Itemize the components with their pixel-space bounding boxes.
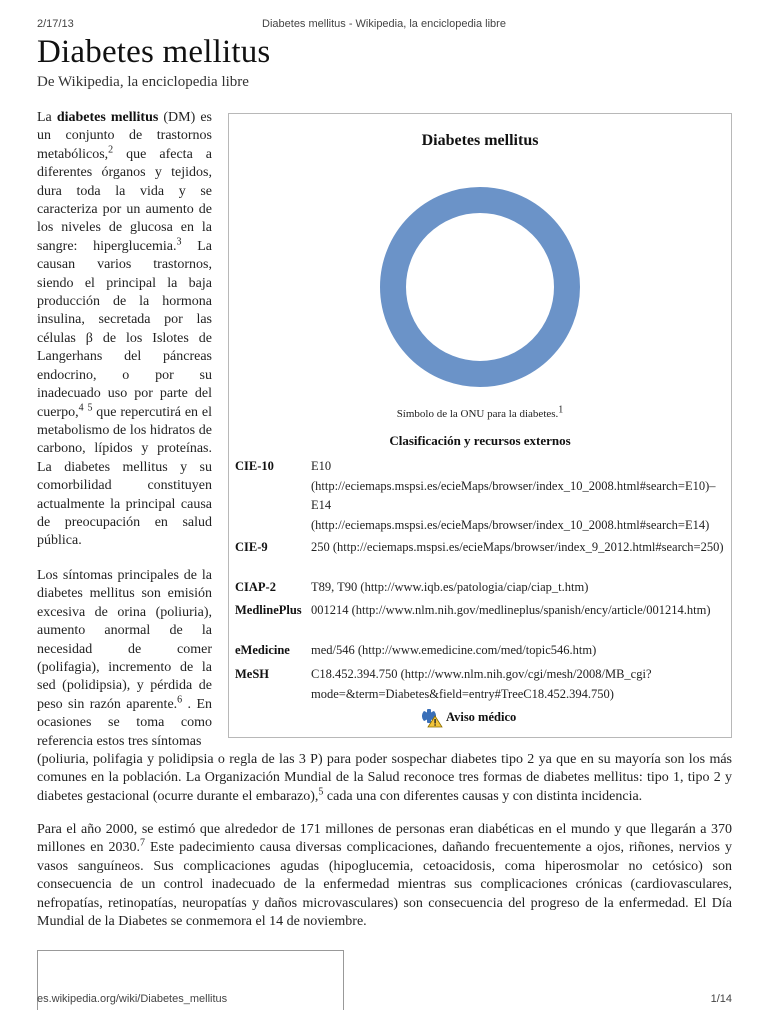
print-url: es.wikipedia.org/wiki/Diabetes_mellitus: [37, 993, 228, 1005]
blue-circle-diabetes-symbol: [379, 186, 581, 388]
row-value[interactable]: 001214 (http://www.nlm.nih.gov/medlineplus/spanish/ency/article/001214.htm): [311, 603, 711, 617]
intro-paragraph: La diabetes mellitus (DM) es un conjunto de trastornos metabólicos,$^2$ que afecta a diferentes órganos y tejidos, dura toda la vida y se caracteriza por un aumento de los niveles de glucosa en la sangre: hiperglucemia.$^3$ La causan varios trastornos, siendo el principal la baja producción de la hormona insulina, secretada por las células β de los Islotes de Langerhans del páncreas endocrino, o por su inadecuado uso por parte del cuerpo,$^4$ $^5$ que repercutirá en el metabolismo de los hidratos de carbono, lípidos y proteínas. La diabetes mellitus y su comorbilidad constituyen actualmente la principal causa de preocupación en salud pública.: [37, 110, 213, 549]
row-label: CIAP-2: [235, 580, 276, 594]
row-label: CIE-9: [235, 540, 268, 554]
row-value[interactable]: C18.452.394.750 (http://www.nlm.nih.gov/cgi/mesh/2008/MB_cgi?mode=&term=Diabetes&field=entry#TreeC18.452.394.750): [311, 667, 652, 701]
row-label: CIE-10: [235, 459, 274, 473]
print-date: 2/17/13: [37, 18, 74, 30]
print-doc-title: Diabetes mellitus - Wikipedia, la enciclopedia libre: [262, 18, 506, 30]
page-title: Diabetes mellitus: [37, 34, 271, 70]
reference-link[interactable]: 3: [176, 236, 182, 248]
reference-link[interactable]: 6: [177, 694, 183, 706]
print-page-number: 1/14: [710, 993, 732, 1005]
infobox-title: Diabetes mellitus: [421, 132, 539, 149]
medical-notice-link[interactable]: Aviso médico: [421, 708, 516, 728]
statistics-paragraph: Para el año 2000, se estimó que alrededor de 171 millones de personas eran diabéticas en el mundo y que llegarán a 370 millones en 2030.$^7$ Este padecimiento causa diversas complicaciones, dañando frecuentemente a ojos, riñones, nervios y vasos sanguíneos. Sus complicaciones agudas (hipoglucemia, cetoacidosis, coma hiperosmolar no cetósico) son consecuencia de un control inadecuado de la enfermedad mientras sus complicaciones crónicas (cardiovasculares, nefropatías, retinopatías, neuropatías y daños microvasculares) son consecuencia del progreso de la enfermedad. El Día Mundial de la Diabetes se conmemora el 14 de noviembre.: [37, 822, 732, 930]
infobox-caption: Símbolo de la ONU para la diabetes.$^1$: [396, 404, 564, 420]
row-value[interactable]: 250 (http://eciemaps.mspsi.es/ecieMaps/browser/index_9_2012.html#search=250): [311, 540, 724, 554]
bold-term: diabetes mellitus: [56, 110, 159, 125]
row-label: MedlinePlus: [235, 603, 302, 617]
medical-warning-icon: [421, 708, 443, 728]
symptoms-paragraph-left: Los síntomas principales de la diabetes mellitus son emisión excesiva de orina (poliuria), aumento anormal de la necesidad de comer (polifagia), incremento de la sed (polidipsia), y pérdida de peso sin razón aparente.$^6$ . En ocasiones se toma como referencia estos tres síntomas: [37, 568, 212, 749]
classification-heading: Clasificación y recursos externos: [389, 433, 571, 448]
page-subtitle: De Wikipedia, la enciclopedia libre: [37, 74, 249, 90]
row-value[interactable]: E10 (http://eciemaps.mspsi.es/ecieMaps/browser/index_10_2008.html#search=E10)–E14 (http://eciemaps.mspsi.es/ecieMaps/browser/index_10_2008.html#search=E14): [311, 459, 716, 532]
reference-link[interactable]: 1: [558, 404, 564, 416]
reference-link[interactable]: 7: [139, 837, 145, 849]
reference-link[interactable]: 4: [78, 401, 84, 413]
reference-link[interactable]: 5: [87, 401, 93, 413]
row-value[interactable]: T89, T90 (http://www.iqb.es/patologia/ciap/ciap_t.htm): [311, 580, 589, 594]
row-label: MeSH: [235, 667, 270, 681]
reference-link[interactable]: 2: [108, 144, 114, 156]
reference-link[interactable]: 5: [318, 786, 324, 798]
row-value[interactable]: med/546 (http://www.emedicine.com/med/topic546.htm): [311, 643, 597, 657]
symptoms-paragraph-full: (poliuria, polifagia y polidipsia o regla de las 3 P) para poder sospechar diabetes tipo 2 ya que en su mayoría son los más comunes en la población. La Organización Mundial de la Salud reconoce tres formas de diabetes mellitus: tipo 1, tipo 2 y diabetes gestacional (ocurre durante el embarazo),$^5$ cada una con diferentes causas y con distinta incidencia.: [37, 752, 732, 804]
infobox: [228, 113, 732, 738]
row-label: eMedicine: [235, 643, 290, 657]
